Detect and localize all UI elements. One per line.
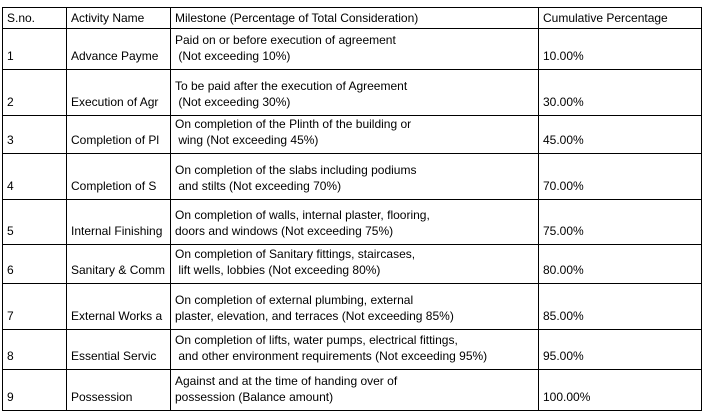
table-row (3, 245, 702, 284)
milestone-line: wing (Not exceeding 45%) (175, 133, 319, 147)
table-row (3, 29, 702, 70)
milestone-line: To be paid after the execution of Agreement (175, 79, 408, 93)
table-row (3, 284, 702, 330)
row-milestone (171, 200, 539, 245)
row-activity-name: Completion of Pl (67, 116, 171, 154)
header-milestone: Milestone (Percentage of Total Consideration) (171, 8, 539, 29)
row-cumulative-percentage: 100.00% (539, 370, 702, 411)
milestone-line: Against and at the time of handing over of (175, 374, 398, 388)
header-sno: S.no. (3, 8, 67, 29)
milestone-line: and other environment requirements (Not exceeding 95%) (175, 349, 488, 363)
row-milestone (171, 154, 539, 200)
row-sno: 7 (3, 284, 67, 330)
payment-schedule-table (2, 7, 702, 411)
row-sno: 8 (3, 330, 67, 370)
row-sno: 1 (3, 29, 67, 70)
milestone-line: On completion of lifts, water pumps, electrical fittings, (175, 333, 458, 347)
table-row (3, 330, 702, 370)
row-activity-name: Execution of Agr (67, 70, 171, 116)
row-milestone (171, 330, 539, 370)
row-activity-name: Completion of S (67, 154, 171, 200)
row-activity-name: External Works a (67, 284, 171, 330)
milestone-line: lift wells, lobbies (Not exceeding 80%) (175, 263, 381, 277)
milestone-line: (Not exceeding 10%) (175, 49, 291, 63)
row-cumulative-percentage: 85.00% (539, 284, 702, 330)
milestone-line: Paid on or before execution of agreement (175, 33, 396, 47)
row-cumulative-percentage: 70.00% (539, 154, 702, 200)
row-activity-name: Possession (67, 370, 171, 411)
row-sno: 6 (3, 245, 67, 284)
row-activity-name: Sanitary & Comm (67, 245, 171, 284)
row-milestone (171, 29, 539, 70)
row-milestone (171, 116, 539, 154)
header-row (3, 8, 702, 29)
header-activity-name: Activity Name (67, 8, 171, 29)
row-activity-name: Internal Finishing (67, 200, 171, 245)
row-sno: 2 (3, 70, 67, 116)
row-activity-name: Essential Servic (67, 330, 171, 370)
table-row (3, 370, 702, 411)
row-cumulative-percentage: 45.00% (539, 116, 702, 154)
row-cumulative-percentage: 75.00% (539, 200, 702, 245)
row-cumulative-percentage: 95.00% (539, 330, 702, 370)
row-sno: 3 (3, 116, 67, 154)
milestone-line: plaster, elevation, and terraces (Not exceeding 85%) (175, 309, 454, 323)
table-row (3, 154, 702, 200)
row-milestone (171, 245, 539, 284)
row-sno: 5 (3, 200, 67, 245)
table-row (3, 116, 702, 154)
document-page (2, 7, 702, 411)
milestone-line: and stilts (Not exceeding 70%) (175, 179, 342, 193)
row-sno: 4 (3, 154, 67, 200)
table-row (3, 200, 702, 245)
row-milestone (171, 370, 539, 411)
row-cumulative-percentage: 80.00% (539, 245, 702, 284)
row-milestone (171, 284, 539, 330)
table-row (3, 70, 702, 116)
row-cumulative-percentage: 30.00% (539, 70, 702, 116)
row-milestone (171, 70, 539, 116)
milestone-line: On completion of walls, internal plaster, flooring, (175, 208, 430, 222)
milestone-line: doors and windows (Not exceeding 75%) (175, 224, 394, 238)
header-cumulative-percentage: Cumulative Percentage (539, 8, 702, 29)
milestone-line: possession (Balance amount) (175, 390, 334, 404)
milestone-line: On completion of Sanitary fittings, staircases, (175, 247, 416, 261)
milestone-line: On completion of the Plinth of the building or (175, 117, 412, 131)
row-cumulative-percentage: 10.00% (539, 29, 702, 70)
milestone-line: (Not exceeding 30%) (175, 95, 291, 109)
milestone-line: On completion of the slabs including podiums (175, 163, 417, 177)
row-sno: 9 (3, 370, 67, 411)
milestone-line: On completion of external plumbing, external (175, 293, 414, 307)
row-activity-name: Advance Payme (67, 29, 171, 70)
